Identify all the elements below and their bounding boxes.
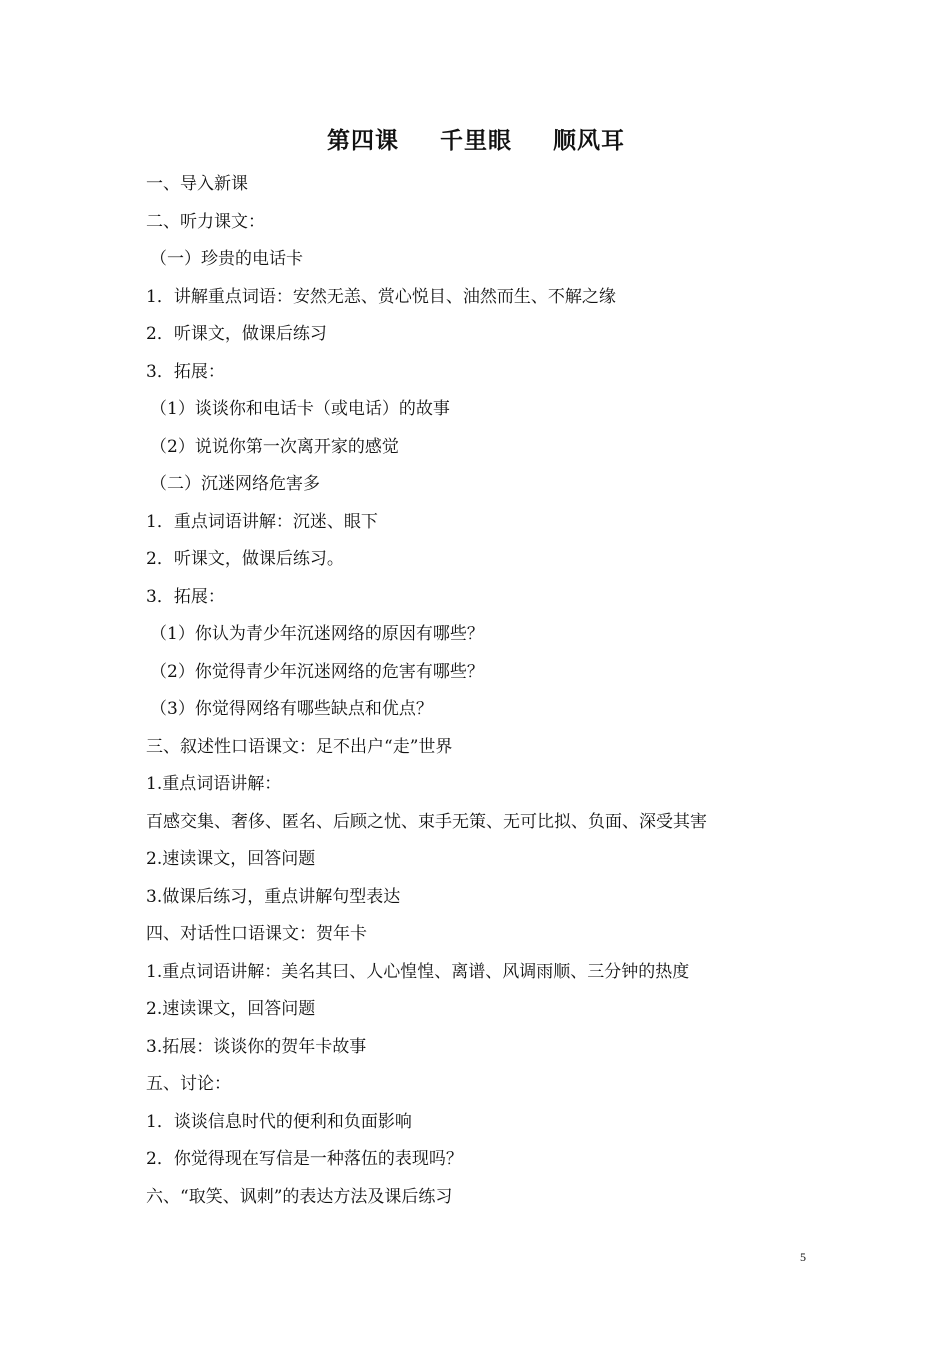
title-lesson-number: 第四课 [326,128,399,154]
outline-line: 2．听课文，做课后练习。 [146,549,344,569]
outline-line: 1.重点词语讲解： [146,774,282,794]
outline-line: （1）谈谈你和电话卡（或电话）的故事 [150,399,450,419]
outline-line: 3.做课后练习，重点讲解句型表达 [146,886,401,907]
outline-line: 一、导入新课 [146,174,248,194]
outline-line: （二）沉迷网络危害多 [150,474,320,494]
outline-line: 1．重点词语讲解：沉迷、眼下 [146,511,378,532]
outline-line: 四、对话性口语课文：贺年卡 [146,924,367,944]
outline-line: 3.拓展：谈谈你的贺年卡故事 [146,1036,367,1057]
outline-line: （一）珍贵的电话卡 [150,249,303,269]
outline-line: （3）你觉得网络有哪些缺点和优点？ [150,699,433,719]
outline-line: 六、“取笑、讽刺”的表达方法及课后练习 [146,1186,453,1207]
outline-line: （1）你认为青少年沉迷网络的原因有哪些？ [150,624,484,644]
outline-line: 1.重点词语讲解：美名其曰、人心惶惶、离谱、风调雨顺、三分钟的热度 [146,961,690,982]
outline-line: 二、听力课文： [146,211,265,232]
outline-line: 2.速读课文，回答问题 [146,849,316,869]
outline-line: 1．讲解重点词语：安然无恙、赏心悦目、油然而生、不解之缘 [146,286,616,307]
outline-line: 3．拓展： [146,361,225,382]
outline-line: （2）你觉得青少年沉迷网络的危害有哪些？ [150,661,484,682]
title-part-three: 顺风耳 [553,128,626,154]
outline-line: 1．谈谈信息时代的便利和负面影响 [146,1111,412,1132]
outline-line: 五、讨论： [146,1074,231,1094]
outline-line: 三、叙述性口语课文：足不出户“走”世界 [146,736,453,757]
title-part-two: 千里眼 [440,128,512,154]
outline-line: 2．听课文，做课后练习 [146,324,327,344]
page-number: 5 [800,1250,806,1264]
outline-line: 3．拓展： [146,586,225,607]
outline-line: 2．你觉得现在写信是一种落伍的表现吗？ [146,1149,463,1169]
outline-line: 2.速读课文，回答问题 [146,999,316,1019]
outline-line: 百感交集、奢侈、匿名、后顾之忧、束手无策、无可比拟、负面、深受其害 [146,811,707,832]
lesson-outline [146,166,826,1216]
outline-line: （2）说说你第一次离开家的感觉 [150,436,399,457]
lesson-title [0,124,952,158]
